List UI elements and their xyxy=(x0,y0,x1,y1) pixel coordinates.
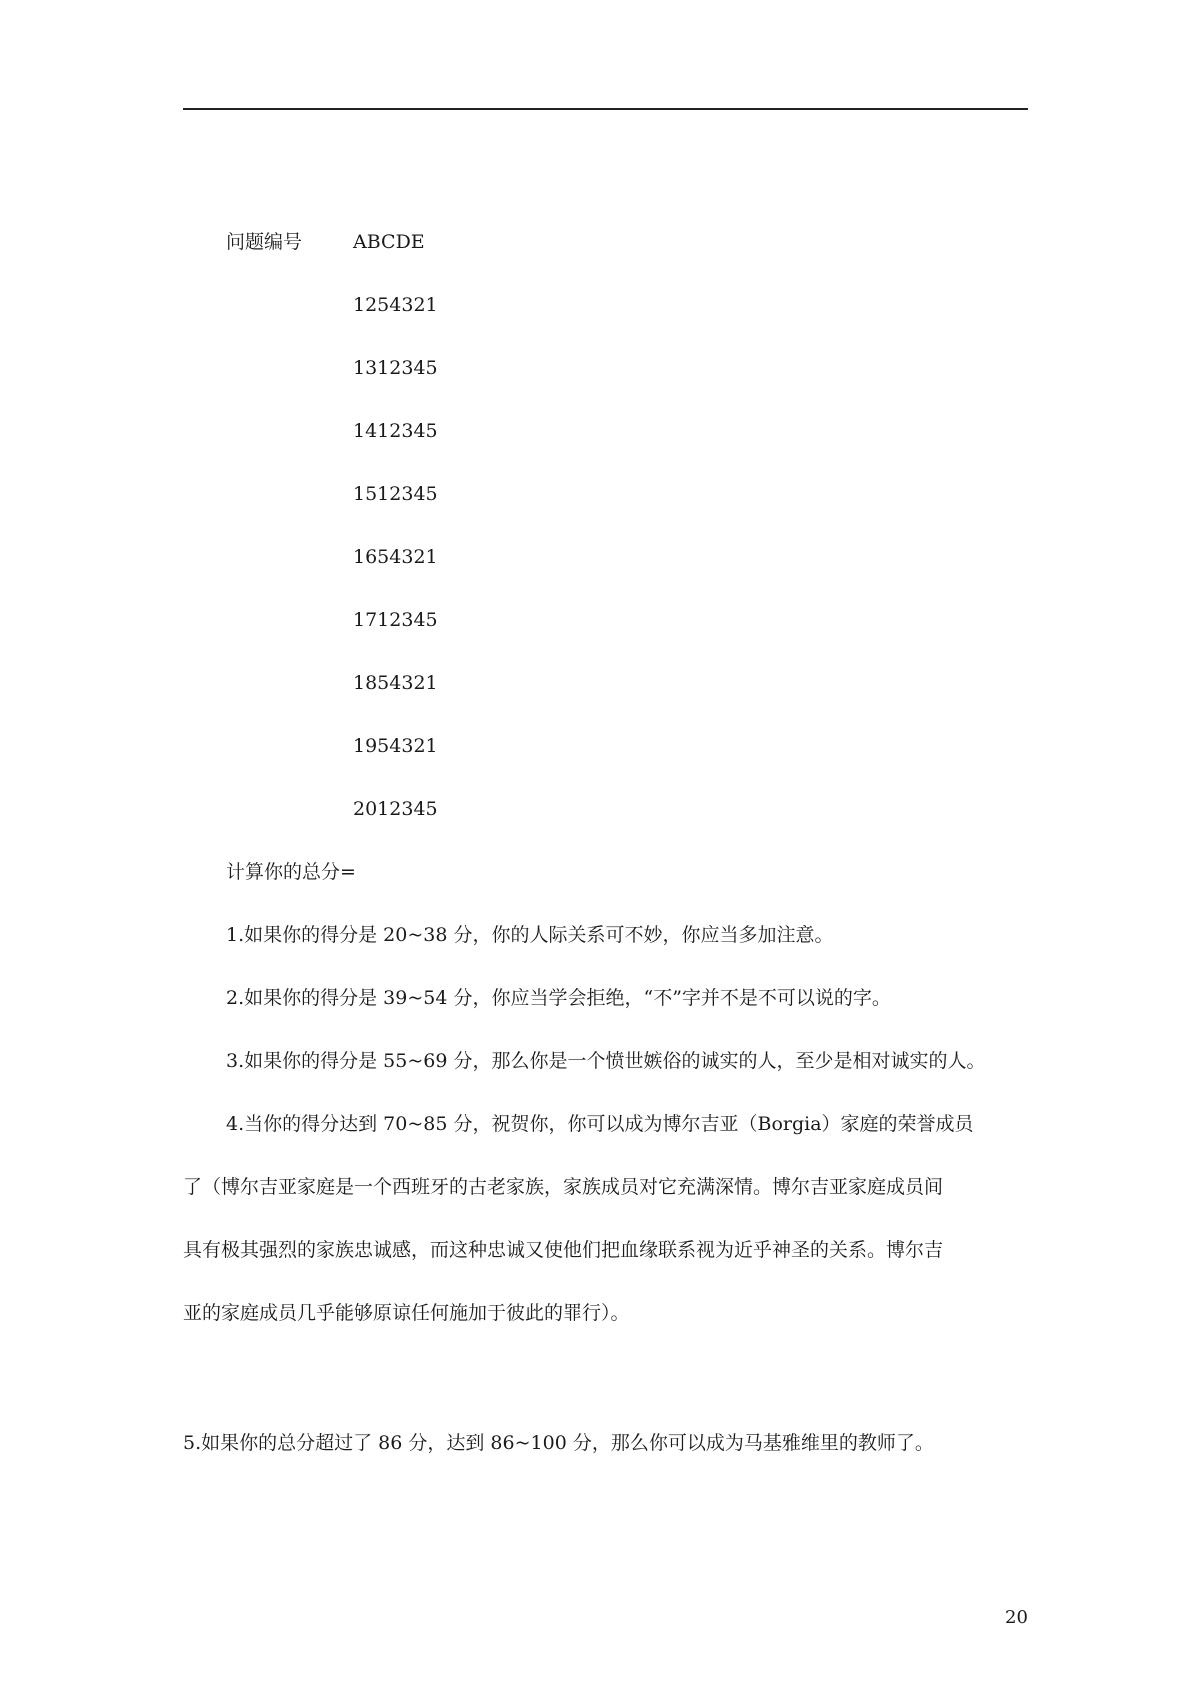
result-1: 1.如果你的得分是 20~38 分，你的人际关系可不妙，你应当多加注意。 xyxy=(226,924,834,946)
page-number: 20 xyxy=(1005,1607,1028,1628)
score-row: 1654321 xyxy=(353,546,438,568)
score-row: 1512345 xyxy=(353,483,438,505)
options-header: ABCDE xyxy=(353,231,425,253)
score-row: 1954321 xyxy=(353,735,438,757)
header-rule xyxy=(183,108,1028,110)
result-2: 2.如果你的得分是 39~54 分，你应当学会拒绝，“不”字并不是不可以说的字。 xyxy=(226,987,891,1009)
score-row: 2012345 xyxy=(353,798,438,820)
result-4-line-1: 4.当你的得分达到 70~85 分，祝贺你，你可以成为博尔吉亚（Borgia）家庭的荣誉成员 xyxy=(226,1113,974,1135)
result-3: 3.如果你的得分是 55~69 分，那么你是一个愤世嫉俗的诚实的人，至少是相对诚实的人。 xyxy=(226,1050,986,1072)
score-row: 1854321 xyxy=(353,672,438,694)
score-row: 1712345 xyxy=(353,609,438,631)
result-5: 5.如果你的总分超过了 86 分，达到 86~100 分，那么你可以成为马基雅维里的教师了。 xyxy=(183,1432,934,1454)
score-row: 1412345 xyxy=(353,420,438,442)
result-4-line-4: 亚的家庭成员几乎能够原谅任何施加于彼此的罪行）。 xyxy=(183,1302,630,1324)
score-row: 1254321 xyxy=(353,294,438,316)
result-4-line-2: 了（博尔吉亚家庭是一个西班牙的古老家族，家族成员对它充满深情。博尔吉亚家庭成员间 xyxy=(183,1176,944,1198)
result-4-line-3: 具有极其强烈的家族忠诚感，而这种忠诚又使他们把血缘联系视为近乎神圣的关系。博尔吉 xyxy=(183,1239,944,1261)
score-row: 1312345 xyxy=(353,357,438,379)
total-score-line: 计算你的总分= xyxy=(226,861,356,883)
question-number-label: 问题编号 xyxy=(226,231,303,253)
